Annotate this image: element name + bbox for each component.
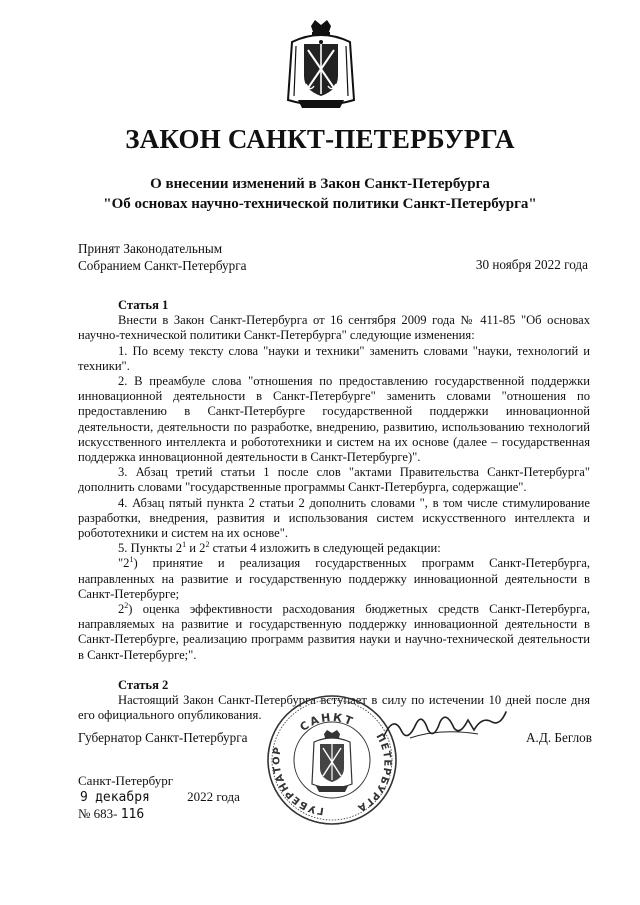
handwritten-signature bbox=[380, 706, 510, 746]
svg-text:ГУБЕРНАТОР bbox=[272, 746, 325, 816]
governor-name: А.Д. Беглов bbox=[526, 730, 592, 745]
article-1-quote-1: "$2^1$) принятие и реализация государственных программ Санкт-Петербурга, направленных на развитие и государственную поддержку инновационной деятельности в Санкт-Петербурге; bbox=[78, 555, 590, 601]
signing-place: Санкт-Петербург bbox=[78, 773, 174, 788]
governor-title: Губернатор Санкт-Петербурга bbox=[78, 730, 248, 745]
law-number-value: 116 bbox=[120, 807, 145, 822]
law-body bbox=[78, 298, 590, 723]
law-number bbox=[78, 806, 144, 822]
seal-text-top: САНКТ bbox=[297, 710, 357, 734]
signing-date bbox=[80, 789, 240, 805]
adoption-info bbox=[78, 240, 247, 274]
article-1-heading: Статья 1 bbox=[118, 298, 169, 312]
document-title: ЗАКОН САНКТ-ПЕТЕРБУРГА bbox=[125, 124, 515, 154]
seal-text-right: ПЕТЕРБУРГА bbox=[354, 731, 393, 814]
document-subtitle-line-2: "Об основах научно-технической политики Санкт-Петербурга" bbox=[103, 196, 537, 212]
article-1-intro: Внести в Закон Санкт-Петербурга от 16 сентября 2009 года № 411-85 "Об основах научно-технической политики Санкт-Петербурга" следующие изменения: bbox=[78, 313, 590, 343]
signing-day: 9 bbox=[80, 790, 88, 805]
adoption-line-2: Собранием Санкт-Петербурга bbox=[78, 258, 247, 273]
article-1-quote-2: $2^2$) оценка эффективности расходования бюджетных средств Санкт-Петербурга, направляемых на развитие и государственную поддержку инновационной деятельности в Санкт-Петербурге, реализацию программ развития науки и научно-технической деятельности в Санкт-Петербурге;". bbox=[78, 600, 590, 662]
article-1-item-3: 3. Абзац третий статьи 1 после слов "актами Правительства Санкт-Петербурга" дополнить словами "государственные программы Санкт-Петербурга, содержащие". bbox=[78, 465, 590, 495]
article-1-item-1: 1. По всему тексту слова "науки и техники" заменить словами "науки, технологий и техники". bbox=[78, 343, 590, 373]
article-1-item-5: 5. Пункты $2^1$ и $2^2$ статьи 4 изложить в следующей редакции: bbox=[118, 540, 441, 556]
article-2-heading: Статья 2 bbox=[118, 677, 169, 692]
document-subtitle-line-1: О внесении изменений в Закон Санкт-Петербурга bbox=[150, 176, 490, 192]
seal-text-left: ГУБЕРНАТОР bbox=[271, 745, 325, 817]
article-1-item-4: 4. Абзац пятый пункта 2 статьи 2 дополнить словами ", в том числе стимулирование разработки, внедрения, развития и использования систем искусственного интеллекта и робототехники и систем на их основе". bbox=[78, 495, 590, 541]
signing-month: декабря bbox=[95, 790, 150, 805]
adoption-date: 30 ноября 2022 года bbox=[475, 257, 588, 272]
article-2-text: Настоящий Закон Санкт-Петербурга вступает в силу по истечении 10 дней после дня его официального опубликования. bbox=[78, 693, 590, 723]
signing-year: 2022 года bbox=[187, 789, 240, 804]
law-number-prefix: № 683- bbox=[78, 806, 118, 821]
adoption-line-1: Принят Законодательным bbox=[78, 241, 223, 256]
coat-of-arms-emblem bbox=[284, 20, 358, 112]
article-1-item-2: 2. В преамбуле слова "отношения по предоставлению государственной поддержки инновационной деятельности в Санкт-Петербурге" заменить словами "отношения по предоставлению в Санкт-Петербурге государственной поддержки инновационной деятельности, деятельности по разработке, внедрению, развитию, использованию технологий искусственного интеллекта и робототехники и систем на их основе (далее – государственная поддержка инновационной деятельности в Санкт-Петербурге)". bbox=[78, 374, 590, 465]
